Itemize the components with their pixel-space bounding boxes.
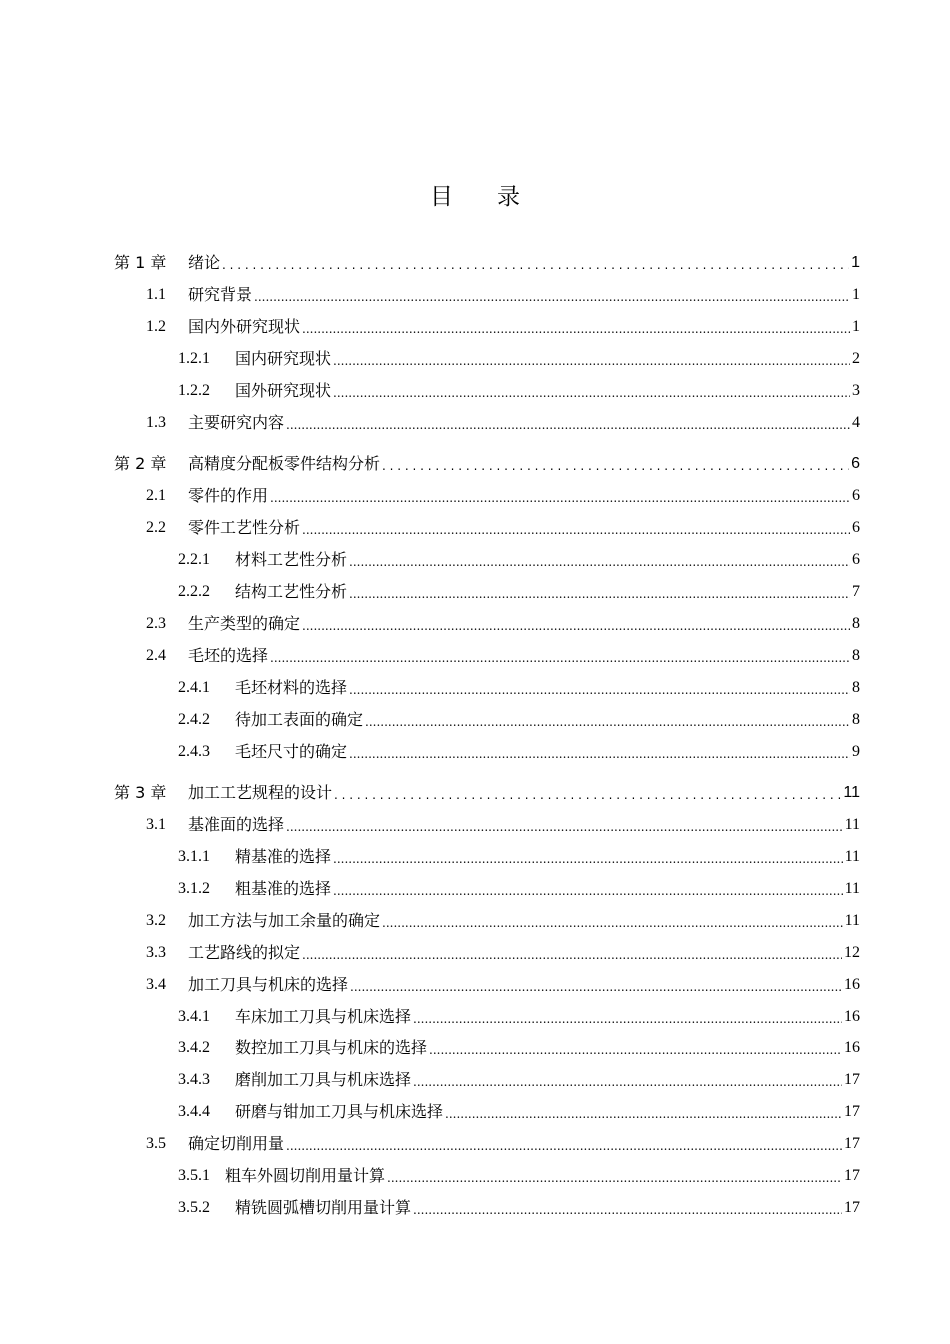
toc-entry-label: 基准面的选择 [188,815,285,834]
toc-dot-leader [349,677,850,699]
toc-dot-leader [333,846,843,868]
toc-entry-label: 国内研究现状 [235,349,332,368]
toc-entry-page-number: 3 [852,382,860,399]
toc-entry-label: 加工工艺规程的设计 [188,783,333,802]
toc-dot-leader [222,252,849,274]
toc-entry-page-number: 8 [852,615,860,632]
toc-title-part2: 录 [497,184,520,210]
toc-entry-label: 精铣圆弧槽切削用量计算 [235,1198,412,1217]
toc-dot-leader [445,1101,842,1123]
toc-entry[interactable] [0,739,860,763]
toc-entry-number: 3.5.1 [178,1167,210,1184]
toc-dot-leader [349,741,850,763]
toc-entry-number: 3.4 [146,976,166,993]
toc-entry[interactable] [0,1131,860,1155]
toc-entry[interactable] [0,1004,860,1028]
toc-entry-label: 结构工艺性分析 [235,582,348,601]
toc-entry[interactable] [0,410,860,434]
toc-entry-page-number: 11 [844,816,860,833]
toc-dot-leader [254,284,850,306]
toc-dot-leader [349,581,850,603]
toc-dot-leader [302,613,850,635]
toc-entry-page-number: 11 [843,784,860,801]
toc-dot-leader [413,1197,842,1219]
toc-entry-page-number: 4 [852,414,860,431]
toc-entry-page-number: 1 [852,286,860,303]
toc-entry-label: 精基准的选择 [235,847,332,866]
toc-entry-label: 研磨与钳加工刀具与机床选择 [235,1102,444,1121]
toc-entry-page-number: 16 [844,1039,860,1056]
toc-entry-number: 2.2.1 [178,551,210,568]
toc-entry-number: 3.4.4 [178,1103,210,1120]
toc-entry-number: 第 1 章 [114,253,167,272]
toc-entry-number: 2.2.2 [178,583,210,600]
toc-entry-label: 粗车外圆切削用量计算 [225,1166,386,1185]
toc-entry-number: 3.4.3 [178,1071,210,1088]
toc-entry-label: 工艺路线的拟定 [188,943,301,962]
toc-dot-leader [413,1006,842,1028]
toc-dot-leader [286,412,850,434]
toc-entry-number: 1.2.1 [178,350,210,367]
toc-dot-leader [333,348,850,370]
toc-title [0,178,950,211]
toc-entry-label: 磨削加工刀具与机床选择 [235,1070,412,1089]
toc-entry[interactable] [0,346,860,370]
toc-entry[interactable] [0,908,860,932]
toc-dot-leader [350,974,842,996]
toc-entry-number: 第 3 章 [114,783,167,802]
toc-entry-page-number: 16 [844,976,860,993]
toc-entry-label: 毛坯材料的选择 [235,678,348,697]
toc-entry-page-number: 8 [852,679,860,696]
toc-entry[interactable] [0,844,860,868]
toc-entry-label: 加工刀具与机床的选择 [188,975,349,994]
toc-entry[interactable] [0,611,860,635]
toc-entry-label: 待加工表面的确定 [235,710,364,729]
toc-entry-number: 2.4.1 [178,679,210,696]
toc-entry-page-number: 17 [844,1071,860,1088]
toc-entry-page-number: 11 [844,912,860,929]
toc-entry-number: 3.5 [146,1135,166,1152]
toc-entry-number: 1.2 [146,318,166,335]
toc-entry-number: 1.1 [146,286,166,303]
toc-entry-page-number: 8 [852,647,860,664]
toc-entry-label: 毛坯尺寸的确定 [235,742,348,761]
toc-entry-page-number: 6 [852,551,860,568]
toc-entry[interactable] [0,314,860,338]
toc-entry[interactable] [0,483,860,507]
toc-entry-number: 3.1.2 [178,880,210,897]
toc-entry[interactable] [0,675,860,699]
toc-entry[interactable] [0,547,860,571]
toc-entry[interactable] [0,972,860,996]
toc-entry-label: 生产类型的确定 [188,614,301,633]
toc-entry[interactable] [0,579,860,603]
toc-entry[interactable] [0,451,860,475]
toc-entry[interactable] [0,780,860,804]
toc-entry-label: 国内外研究现状 [188,317,301,336]
toc-entry-label: 粗基准的选择 [235,879,332,898]
toc-entry-label: 零件工艺性分析 [188,518,301,537]
toc-entry-label: 国外研究现状 [235,381,332,400]
toc-dot-leader [382,910,843,932]
toc-entry-number: 2.3 [146,615,166,632]
toc-entry[interactable] [0,643,860,667]
toc-entry-page-number: 11 [844,880,860,897]
toc-dot-leader [270,485,850,507]
toc-entry-label: 毛坯的选择 [188,646,269,665]
toc-entry-number: 1.3 [146,414,166,431]
toc-entry-number: 2.4 [146,647,166,664]
toc-dot-leader [302,517,850,539]
toc-entry-page-number: 17 [844,1167,860,1184]
toc-dot-leader [270,645,850,667]
toc-entry-label: 确定切削用量 [188,1134,285,1153]
toc-entry[interactable] [0,1099,860,1123]
toc-entry-page-number: 2 [852,350,860,367]
toc-dot-leader [382,453,849,475]
toc-entry-number: 2.1 [146,487,166,504]
toc-entry-label: 加工方法与加工余量的确定 [188,911,381,930]
toc-entry-page-number: 6 [852,519,860,536]
toc-title-part1: 目 [430,184,453,210]
toc-entry-label: 高精度分配板零件结构分析 [188,454,381,473]
toc-entry[interactable] [0,378,860,402]
toc-entry-label: 数控加工刀具与机床的选择 [235,1038,428,1057]
toc-entry[interactable] [0,1035,860,1059]
toc-entry-label: 零件的作用 [188,486,269,505]
toc-dot-leader [302,942,842,964]
toc-entry[interactable] [0,1067,860,1091]
toc-entry[interactable] [0,940,860,964]
toc-entry-label: 材料工艺性分析 [235,550,348,569]
toc-entry-number: 第 2 章 [114,454,167,473]
toc-dot-leader [334,782,841,804]
toc-entry-number: 2.2 [146,519,166,536]
toc-entry-page-number: 12 [844,944,860,961]
toc-entry[interactable] [0,1163,860,1187]
toc-entry-label: 研究背景 [188,285,253,304]
toc-entry-number: 2.4.2 [178,711,210,728]
toc-entry-page-number: 11 [844,848,860,865]
toc-entry[interactable] [0,250,860,274]
toc-dot-leader [302,316,850,338]
toc-entry[interactable] [0,1195,860,1219]
toc-entry-number: 3.1 [146,816,166,833]
toc-dot-leader [365,709,850,731]
toc-entry-label: 主要研究内容 [188,413,285,432]
toc-entry-number: 3.1.1 [178,848,210,865]
toc-entry-number: 3.2 [146,912,166,929]
toc-entry-page-number: 17 [844,1103,860,1120]
toc-dot-leader [333,878,843,900]
toc-entry-page-number: 6 [852,487,860,504]
toc-entry[interactable] [0,876,860,900]
toc-dot-leader [349,549,850,571]
toc-dot-leader [387,1165,842,1187]
toc-entry-page-number: 7 [852,583,860,600]
toc-dot-leader [413,1069,842,1091]
toc-entry-label: 绪论 [188,253,221,272]
toc-entry-page-number: 17 [844,1199,860,1216]
toc-entry-number: 2.4.3 [178,743,210,760]
toc-entry-number: 3.4.2 [178,1039,210,1056]
toc-entry-number: 3.5.2 [178,1199,210,1216]
toc-entry-number: 1.2.2 [178,382,210,399]
toc-entry-page-number: 8 [852,711,860,728]
toc-dot-leader [286,1133,842,1155]
toc-entry-label: 车床加工刀具与机床选择 [235,1007,412,1026]
toc-entry-page-number: 1 [852,318,860,335]
toc-entry-page-number: 9 [852,743,860,760]
toc-entry-number: 3.3 [146,944,166,961]
toc-entry[interactable] [0,812,860,836]
toc-dot-leader [429,1037,842,1059]
toc-entry-page-number: 17 [844,1135,860,1152]
toc-entry[interactable] [0,515,860,539]
toc-entry-page-number: 6 [851,455,860,472]
toc-entry-page-number: 1 [851,254,860,271]
toc-entry-number: 3.4.1 [178,1008,210,1025]
toc-entry[interactable] [0,707,860,731]
toc-entry[interactable] [0,282,860,306]
toc-dot-leader [333,380,850,402]
toc-entry-page-number: 16 [844,1008,860,1025]
toc-dot-leader [286,814,843,836]
